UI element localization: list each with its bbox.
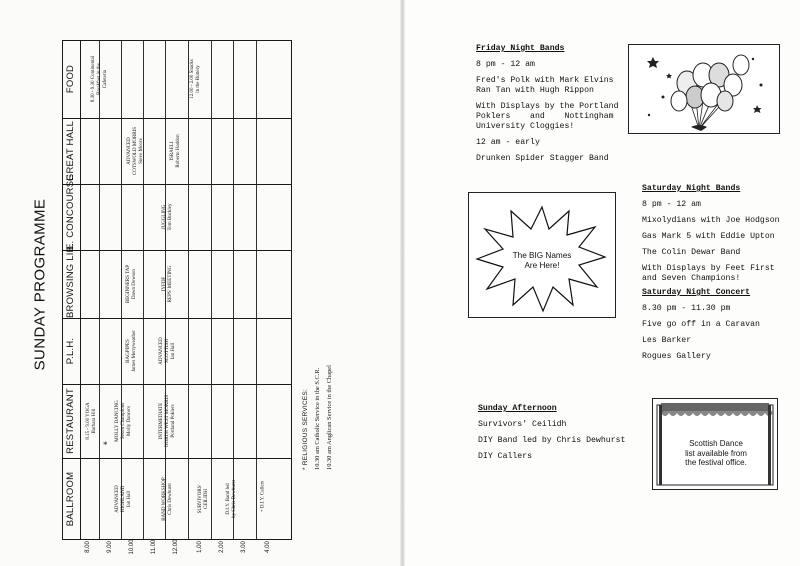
israeli (156, 119, 196, 183)
advanced-highland-line: ADVANCED (115, 485, 120, 513)
dance-text (663, 439, 769, 468)
balloons-illustration (628, 44, 780, 134)
sunday-line: DIY Band led by Chris Dewhurst (478, 436, 626, 445)
concert-line: Five go off in a Caravan (642, 320, 760, 329)
advanced-cotswold-line: COTSWOLD MORRIS (133, 126, 138, 176)
molly-dancing-line: Seven Champions (121, 402, 126, 440)
diy-band-line: by Chris Dewhurst (232, 480, 237, 518)
time-tick: 3.00 (241, 541, 247, 553)
israeli-line: Roberto Haddon (176, 134, 181, 168)
column-header: RESTAURANT (65, 388, 76, 454)
band-workshop-line: BAND WORKSHOP (162, 477, 167, 521)
molly-dancing-line: Molly Dancers (127, 406, 132, 436)
advanced-highland (104, 464, 144, 534)
burst-line: The BIG Names (512, 251, 572, 260)
band-workshop-line: Chris Dewhurst (168, 483, 173, 515)
juggling-line: Tom Buckley (168, 203, 173, 231)
diy-band (212, 464, 252, 534)
band-workshop (148, 464, 188, 534)
molly-dancing (104, 386, 144, 456)
religious-line: 10.30 am Catholic Service in the S.C.R. (314, 367, 321, 470)
saturday-bands (642, 184, 780, 362)
friday-line: Ran Tan with Hugh Rippon (476, 86, 594, 95)
beginners-tap-line: BEGINNERS TAP (126, 264, 131, 304)
saturday-heading: Saturday Night Bands (642, 184, 741, 193)
religious-line: 10.30 am Anglican Service in the Chapel (326, 365, 333, 470)
sunday-line: DIY Callers (478, 452, 533, 461)
dance-line: the festival office. (685, 458, 747, 467)
advanced-scottish-line: ADVANCED (159, 337, 164, 365)
friday-line: Poklers and Nottingham (476, 112, 614, 121)
advanced-highland-line: Ian Hall (127, 490, 132, 508)
time-tick: 8.00 (85, 541, 91, 553)
dance-line: list available from (685, 448, 747, 458)
breakfast-line: Cafeteria (103, 69, 108, 89)
time-tick: 1.00 (197, 541, 203, 553)
time-tick: 11.00 (151, 539, 157, 555)
column-header: GREAT HALL (65, 120, 76, 182)
page-title: SUNDAY PROGRAMME (31, 198, 49, 371)
intermediate-nw-morris-line: NORTH WEST MORRIS (165, 394, 170, 448)
snacks-line: 12.00 - 2.00 Snacks (190, 59, 195, 99)
time-tick: 9.00 (107, 541, 113, 553)
bagpipes-line: James Merryweather (132, 330, 137, 372)
israeli-line: ISRAELI (170, 141, 175, 161)
concert-line: Rogues Gallery (642, 352, 711, 361)
advanced-scottish-line: SCOTTISH (165, 339, 170, 363)
column-header: BALLROOM (65, 471, 76, 527)
advanced-scottish (148, 319, 188, 383)
friday-line: 8 pm - 12 am (476, 60, 535, 69)
saturday-line: Mixolydians with Joe Hodgson (642, 216, 780, 225)
friday-line: Fred's Polk with Mark Elvins (476, 76, 614, 85)
snacks-line: in the Buttery (196, 65, 201, 93)
hour-line (256, 40, 257, 540)
page-fold (400, 0, 405, 566)
big-names-illustration (468, 192, 616, 318)
bagpipes-line: BAGPIPES (126, 339, 131, 363)
column-divider (62, 458, 292, 459)
time-tick: 12.00 (173, 539, 179, 555)
sunday-afternoon (478, 404, 625, 462)
column-header: BROWSING LIB. (65, 243, 76, 318)
friday-heading: Friday Night Bands (476, 44, 565, 53)
diy-callers: + D.I.Y. Callers (260, 480, 266, 513)
advanced-highland-line: HIGHLAND (121, 485, 126, 513)
concert-heading: Saturday Night Concert (642, 288, 751, 297)
star-marker: * (103, 440, 108, 450)
iyfdf-meeting-line: IYFDF (162, 276, 167, 292)
saturday-line: and Seven Champions! (642, 274, 741, 283)
burst-text (469, 251, 615, 271)
dance-line: Scottish Dance (689, 439, 743, 448)
intermediate-nw-morris-line: Portland Poklers (171, 404, 176, 438)
religious-heading: * RELIGIOUS SERVICES: (302, 388, 309, 470)
friday-line: Drunken Spider Stagger Band (476, 154, 609, 163)
breakfast-line: Breakfast in the (97, 63, 102, 95)
advanced-scottish-line: Ian Hall (171, 342, 176, 360)
yoga-line: 8.15 - 9.00 YOGA (86, 402, 91, 440)
friday-line: With Displays by the Portland (476, 102, 619, 111)
scottish-dance-notice (652, 398, 778, 490)
column-divider (62, 384, 292, 385)
juggling (148, 185, 188, 249)
molly-dancing-line: MOLLY DANCING (115, 400, 120, 442)
advanced-cotswold (116, 119, 156, 183)
beginners-tap (112, 252, 152, 316)
yoga-line: Barbara Hill (92, 408, 97, 434)
breakfast (80, 41, 120, 117)
bagpipes (112, 319, 152, 383)
balloons-icon (629, 45, 779, 133)
beginners-tap-line: Dawn Dowson (132, 269, 137, 299)
column-header: FOOD (65, 64, 76, 94)
burst-line: Are Here! (524, 261, 560, 270)
iyfdf-meeting (148, 252, 188, 316)
time-tick: 10.00 (129, 539, 135, 555)
sunday-heading: Sunday Afternoon (478, 404, 557, 413)
diy-band-line: D.I.Y. Band led (226, 483, 231, 515)
concert-line: Les Barker (642, 336, 692, 345)
snacks (176, 41, 216, 117)
column-divider (62, 250, 292, 251)
time-tick: 4.00 (265, 541, 271, 553)
religious-services (300, 210, 336, 470)
survivors-ceilidh-line: SURVIVORS' (198, 484, 203, 514)
saturday-line: Gas Mark 5 with Eddie Upton (642, 232, 775, 241)
friday-line: 12 am - early (476, 138, 540, 147)
saturday-line: With Displays by Feet First (642, 264, 775, 273)
iyfdf-meeting-line: REPS' MEETING (168, 265, 173, 303)
time-tick: 2.00 (219, 541, 225, 553)
intermediate-nw-morris (148, 386, 188, 456)
friday-bands (476, 44, 619, 164)
saturday-line: The Colin Dewar Band (642, 248, 741, 257)
breakfast-line: 8.30 - 9.30 Continental (91, 55, 96, 103)
concert-line: 8.30 pm - 11.30 pm (642, 304, 731, 313)
advanced-cotswold-line: Steve Moore (139, 138, 144, 164)
advanced-cotswold-line: ADVANCED (127, 137, 132, 165)
sunday-line: Survivors' Ceilidh (478, 420, 567, 429)
friday-line: University Cloggies! (476, 122, 575, 131)
column-header: E. CONCOURSE (65, 174, 76, 250)
juggling-line: JUGGLING (162, 204, 167, 230)
column-header: P.L.H. (65, 337, 76, 365)
saturday-line: 8 pm - 12 am (642, 200, 701, 209)
survivors-ceilidh-line: CEILIDH (204, 489, 209, 509)
intermediate-nw-morris-line: INTERMEDIATE (159, 402, 164, 440)
